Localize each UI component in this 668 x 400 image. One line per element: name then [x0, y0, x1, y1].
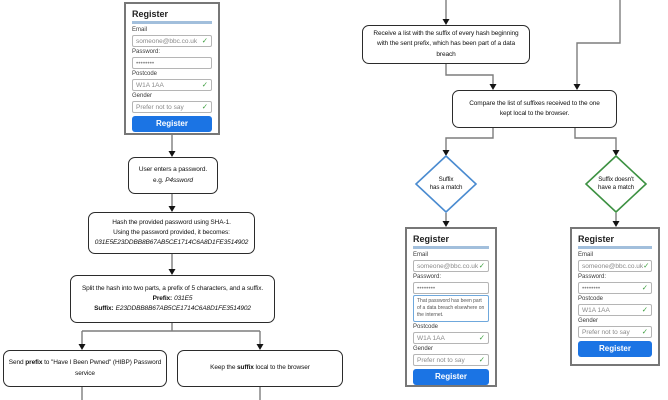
send-bold: prefix — [25, 359, 43, 367]
register-form-breach-warning — [405, 227, 497, 387]
postcode-value: W1A 1AA — [136, 81, 164, 89]
box-text-line: Hash the provided password using SHA-1. — [112, 218, 231, 226]
check-icon: ✓ — [641, 305, 648, 315]
flow-box-keep-suffix-local — [177, 350, 343, 387]
prefix-value: 031E5 — [174, 294, 193, 302]
diamond-text-line: Suffix doesn't — [598, 176, 634, 183]
check-icon: ✓ — [641, 327, 648, 337]
postcode-value: W1A 1AA — [582, 306, 610, 314]
postcode-label: Postcode — [132, 71, 158, 77]
box-text-line: User enters a password. — [138, 166, 208, 174]
flow-box-user-enters-password — [128, 157, 218, 194]
diamond-text-line: has a match — [429, 184, 463, 192]
password-input[interactable] — [413, 282, 489, 294]
box-text — [8, 358, 162, 378]
box-text: Compare the list of suffixes received to the one kept local to the browser. — [469, 99, 600, 117]
title-underline — [578, 246, 652, 249]
register-button[interactable]: Register — [132, 116, 212, 132]
register-form-initial — [124, 2, 220, 135]
diamond-text-line: have a match — [598, 184, 634, 192]
gender-value: Prefer not to say — [136, 103, 184, 111]
postcode-value: W1A 1AA — [417, 334, 445, 342]
example-password: P4ssword — [165, 176, 193, 184]
password-label: Password: — [132, 49, 161, 55]
postcode-label: Postcode — [578, 296, 604, 302]
box-text-line — [153, 176, 193, 186]
gender-input[interactable] — [578, 326, 652, 338]
check-icon: ✓ — [643, 261, 650, 271]
gender-input[interactable] — [132, 101, 212, 113]
postcode-label: Postcode — [413, 324, 439, 330]
send-post: to "Have I Been Pwned" (HIBP) Password service — [42, 359, 162, 377]
suffix-line — [94, 304, 251, 314]
check-icon: ✓ — [201, 80, 208, 90]
flow-box-split-hash — [70, 275, 275, 323]
email-label: Email — [578, 252, 594, 258]
email-input[interactable] — [132, 35, 212, 47]
example-prefix: e.g. — [153, 176, 166, 184]
gender-value: Prefer not to say — [417, 356, 465, 364]
breach-warning-tooltip: That password has been part of a data breach elsewhere on the internet. — [413, 295, 489, 322]
postcode-input[interactable] — [413, 332, 489, 344]
email-label: Email — [132, 27, 148, 33]
suffix-match-diamond-label — [414, 176, 478, 193]
email-input[interactable] — [578, 260, 652, 272]
password-value: •••••••• — [582, 284, 601, 292]
box-text: Receive a list with the suffix of every hash beginning with the sent prefix, which has been part of a data breach — [373, 30, 519, 58]
gender-label: Gender — [413, 346, 434, 352]
hash-value — [95, 238, 249, 248]
flow-box-hash-password — [88, 212, 255, 254]
email-value: someone@bbc.co.uk — [417, 262, 479, 270]
password-value: •••••••• — [417, 284, 436, 292]
suffix-no-match-diamond-label — [584, 176, 648, 193]
register-button[interactable]: Register — [578, 341, 652, 357]
email-input[interactable] — [413, 260, 489, 272]
check-icon: ✓ — [478, 333, 485, 343]
gender-label: Gender — [578, 318, 599, 324]
keep-post: local to the browser — [253, 364, 310, 372]
form-title: Register — [578, 234, 615, 244]
box-text — [210, 363, 310, 373]
check-icon: ✓ — [478, 355, 485, 365]
postcode-input[interactable] — [578, 304, 652, 316]
password-label: Password: — [413, 274, 442, 280]
suffix-label: Suffix: — [94, 305, 114, 313]
prefix-line — [153, 294, 193, 304]
flow-box-receive-suffix-list — [362, 25, 530, 64]
box-text-line: Using the password provided, it becomes: — [113, 228, 230, 236]
box-text-line: Split the hash into two parts, a prefix of 5 characters, and a suffix. — [81, 284, 264, 292]
gender-input[interactable] — [413, 354, 489, 366]
register-button[interactable]: Register — [413, 369, 489, 385]
check-icon: ✓ — [201, 36, 208, 46]
email-value: someone@bbc.co.uk — [136, 37, 198, 45]
diamond-text-line: Suffix — [438, 176, 454, 183]
postcode-input[interactable] — [132, 79, 212, 91]
flow-box-compare-suffixes — [452, 90, 617, 128]
password-value: •••••••• — [136, 59, 155, 67]
title-underline — [413, 246, 489, 249]
check-icon: ✓ — [641, 283, 648, 293]
password-input[interactable] — [132, 57, 212, 69]
keep-pre: Keep the — [210, 364, 238, 372]
register-form-valid — [570, 227, 660, 366]
keep-bold: suffix — [237, 364, 254, 372]
email-value: someone@bbc.co.uk — [582, 262, 644, 270]
form-title: Register — [132, 9, 169, 19]
check-icon: ✓ — [201, 102, 208, 112]
flow-box-send-prefix-hibp — [3, 350, 167, 387]
email-label: Email — [413, 252, 429, 258]
gender-value: Prefer not to say — [582, 328, 630, 336]
check-icon: ✓ — [478, 261, 485, 271]
title-underline — [132, 21, 212, 24]
prefix-label: Prefix: — [152, 294, 173, 302]
form-title: Register — [413, 234, 450, 244]
password-input[interactable] — [578, 282, 652, 294]
password-label: Password: — [578, 274, 607, 280]
suffix-value: E23DDBB8B67AB5CE1714C6A8D1FE3514902 — [115, 305, 251, 313]
gender-label: Gender — [132, 93, 153, 99]
send-pre: Send — [8, 359, 26, 367]
hash-string: 031E5E23DDBB8B67AB5CE1714C6A8D1FE3514902 — [94, 239, 249, 247]
